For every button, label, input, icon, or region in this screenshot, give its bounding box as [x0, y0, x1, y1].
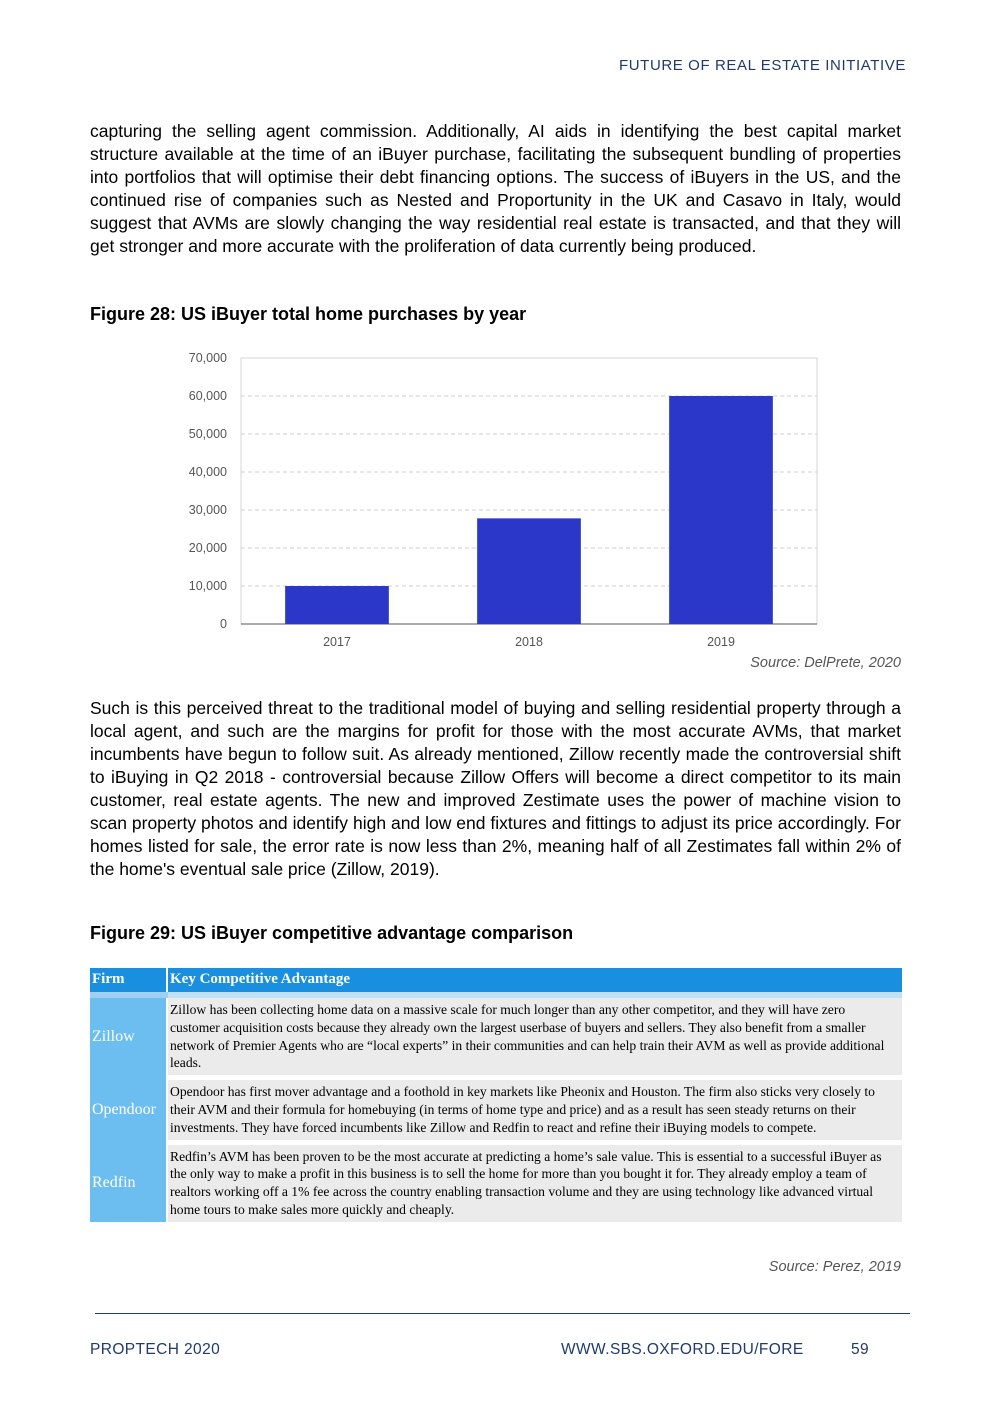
- firm-name: Opendoor: [90, 1080, 168, 1139]
- bar-2018: [477, 518, 581, 624]
- x-tick-label: 2017: [323, 635, 351, 649]
- table-header-firm: Firm: [90, 968, 168, 992]
- y-tick-label: 30,000: [188, 503, 227, 517]
- bar-2019: [669, 396, 773, 624]
- x-tick-label: 2018: [515, 635, 543, 649]
- footer-divider: [95, 1313, 910, 1314]
- table-header-row: [90, 968, 902, 992]
- advantage-text: Opendoor has first mover advantage and a foothold in key markets like Pheonix and Houston. The firm also sticks very closely to their AVM and their formula for homebuying (in terms of home type and price) and as a result has seen steady returns on their investments. They have forced incumbents like Zillow and Redfin to react and refine their iBuying models to compete.: [168, 1080, 902, 1139]
- bar-chart: [170, 342, 830, 654]
- footer-url[interactable]: WWW.SBS.OXFORD.EDU/FORE: [561, 1341, 804, 1358]
- figure-28-source: Source: DelPrete, 2020: [750, 655, 901, 671]
- table-header-advantage: Key Competitive Advantage: [168, 968, 902, 992]
- y-tick-label: 10,000: [188, 579, 227, 593]
- y-tick-label: 0: [220, 617, 227, 631]
- x-tick-label: 2019: [707, 635, 735, 649]
- bar-2017: [285, 586, 389, 624]
- figure-29-title: Figure 29: US iBuyer competitive advantage comparison: [90, 923, 574, 943]
- advantage-text: Redfin’s AVM has been proven to be the most accurate at predicting a home’s sale value. This is essential to a successful iBuyer as the only way to make a profit in this business is to sell the home for more than you bought it for. They already employ a team of realtors working off a 1% fee across the country enabling transaction volume and they are using technology like advanced virtual home tours to make sales more quickly and cheaply.: [168, 1145, 902, 1222]
- footer-publication: PROPTECH 2020: [90, 1341, 221, 1358]
- y-tick-label: 20,000: [188, 541, 227, 555]
- table-row: [90, 998, 902, 1075]
- table-row: [90, 1145, 902, 1222]
- y-tick-label: 70,000: [188, 351, 227, 365]
- competitive-advantage-table: [90, 968, 902, 1222]
- y-tick-label: 60,000: [188, 389, 227, 403]
- y-tick-label: 50,000: [188, 427, 227, 441]
- figure-28-title: Figure 28: US iBuyer total home purchases by year: [90, 304, 527, 324]
- body-paragraph-1: capturing the selling agent commission. Additionally, AI aids in identifying the best capital market structure available at the time of an iBuyer purchase, facilitating the subsequent bundling of properties into portfolios that will optimise their debt financing options. The success of iBuyers in the US, and the continued rise of companies such as Nested and Proportunity in the UK and Casavo in Italy, would suggest that AVMs are slowly changing the way residential real estate is transacted, and that they will get stronger and more accurate with the proliferation of data currently being produced.: [90, 121, 901, 256]
- firm-name: Redfin: [90, 1145, 168, 1222]
- body-paragraph-2: Such is this perceived threat to the traditional model of buying and selling residential property through a local agent, and such are the margins for profit for those with the most accurate AVMs, that market incumbents have begun to follow suit. As already mentioned, Zillow recently made the controversial shift to iBuying in Q2 2018 - controversial because Zillow Offers will become a direct competitor to its main customer, real estate agents. The new and improved Zestimate uses the power of machine vision to scan property photos and identify high and low end fixtures and fittings to adjust its price accordingly. For homes listed for sale, the error rate is now less than 2%, meaning half of all Zestimates fall within 2% of the home's eventual sale price (Zillow, 2019).: [90, 698, 901, 879]
- advantage-text: Zillow has been collecting home data on a massive scale for much longer than any other competitor, and they will have zero customer acquisition costs because they already own the largest userbase of buyers and sellers. They also benefit from a smaller network of Premier Agents who are “local experts” in their communities and can help train their AVM as well as provide additional leads.: [168, 998, 902, 1075]
- firm-name: Zillow: [90, 998, 168, 1075]
- page-number: 59: [851, 1341, 870, 1358]
- y-tick-label: 40,000: [188, 465, 227, 479]
- table-row: [90, 1080, 902, 1139]
- running-header: FUTURE OF REAL ESTATE INITIATIVE: [618, 57, 906, 74]
- figure-29-source: Source: Perez, 2019: [768, 1259, 901, 1275]
